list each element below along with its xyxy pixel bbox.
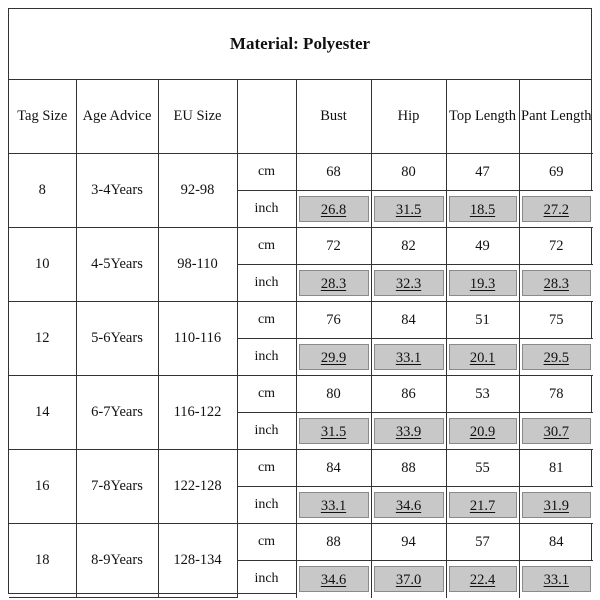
- age-advice-cell: 6-7Years: [76, 376, 158, 450]
- bust-inch-cell: [296, 265, 371, 302]
- pant-length-inch-cell: [519, 191, 593, 228]
- top-length-inch-value: 22.4: [449, 566, 517, 592]
- table-row-cm: [9, 450, 593, 487]
- top-length-inch-cell: [446, 487, 519, 524]
- top-length-inch-cell: [446, 191, 519, 228]
- header-row: [9, 80, 593, 154]
- pant-length-cm-value: 75: [519, 302, 593, 339]
- pant-length-inch-cell: [519, 487, 593, 524]
- bust-cm-value: 88: [296, 524, 371, 561]
- tag-size-cell: 14: [9, 376, 76, 450]
- hip-cm-value: 88: [371, 450, 446, 487]
- bust-inch-value: 31.5: [299, 418, 369, 444]
- top-length-inch-cell: [446, 561, 519, 598]
- table-row-cm: [9, 376, 593, 413]
- eu-size-cell: 128-134: [158, 524, 237, 598]
- hip-inch-value: 37.0: [374, 566, 444, 592]
- unit-inch-label: inch: [237, 265, 296, 302]
- eu-size-cell: 116-122: [158, 376, 237, 450]
- bust-cm-value: 76: [296, 302, 371, 339]
- top-length-cm-value: 51: [446, 302, 519, 339]
- top-length-cm-value: 55: [446, 450, 519, 487]
- chart-title: Material: Polyester: [9, 9, 591, 80]
- pant-length-cm-value: 72: [519, 228, 593, 265]
- unit-inch-label: inch: [237, 191, 296, 228]
- hip-cm-value: 84: [371, 302, 446, 339]
- top-length-inch-cell: [446, 413, 519, 450]
- pant-length-inch-cell: [519, 561, 593, 598]
- hip-inch-value: 33.9: [374, 418, 444, 444]
- top-length-inch-cell: [446, 265, 519, 302]
- unit-inch-label: inch: [237, 413, 296, 450]
- pant-length-inch-value: 31.9: [522, 492, 592, 518]
- pant-length-cm-value: 81: [519, 450, 593, 487]
- top-length-inch-value: 18.5: [449, 196, 517, 222]
- header-pant-length: Pant Length: [519, 80, 593, 154]
- pant-length-cm-value: 84: [519, 524, 593, 561]
- header-tag-size: Tag Size: [9, 80, 76, 154]
- hip-cm-value: 86: [371, 376, 446, 413]
- eu-size-cell: 122-128: [158, 450, 237, 524]
- header-top-length: Top Length: [446, 80, 519, 154]
- bust-cm-value: 84: [296, 450, 371, 487]
- bust-cm-value: 80: [296, 376, 371, 413]
- hip-inch-cell: [371, 487, 446, 524]
- hip-cm-value: 94: [371, 524, 446, 561]
- tag-size-cell: 18: [9, 524, 76, 598]
- table-row-cm: [9, 154, 593, 191]
- age-advice-cell: 8-9Years: [76, 524, 158, 598]
- header-hip: Hip: [371, 80, 446, 154]
- table-row-cm: [9, 524, 593, 561]
- bust-inch-value: 33.1: [299, 492, 369, 518]
- eu-size-cell: 98-110: [158, 228, 237, 302]
- hip-inch-cell: [371, 339, 446, 376]
- age-advice-cell: 7-8Years: [76, 450, 158, 524]
- bust-inch-cell: [296, 487, 371, 524]
- pant-length-inch-value: 27.2: [522, 196, 592, 222]
- pant-length-inch-value: 29.5: [522, 344, 592, 370]
- header-age-advice: Age Advice: [76, 80, 158, 154]
- hip-inch-cell: [371, 191, 446, 228]
- header-eu-size: EU Size: [158, 80, 237, 154]
- eu-size-cell: 92-98: [158, 154, 237, 228]
- hip-inch-cell: [371, 561, 446, 598]
- pant-length-cm-value: 69: [519, 154, 593, 191]
- bust-inch-value: 29.9: [299, 344, 369, 370]
- bust-inch-cell: [296, 413, 371, 450]
- hip-inch-cell: [371, 265, 446, 302]
- pant-length-inch-value: 33.1: [522, 566, 592, 592]
- pant-length-cm-value: 78: [519, 376, 593, 413]
- header-unit: [237, 80, 296, 154]
- hip-inch-value: 32.3: [374, 270, 444, 296]
- pant-length-inch-cell: [519, 413, 593, 450]
- hip-inch-value: 33.1: [374, 344, 444, 370]
- hip-inch-value: 31.5: [374, 196, 444, 222]
- hip-inch-cell: [371, 413, 446, 450]
- size-table: [9, 80, 593, 598]
- table-row-cm: [9, 228, 593, 265]
- hip-cm-value: 82: [371, 228, 446, 265]
- bust-inch-value: 26.8: [299, 196, 369, 222]
- tag-size-cell: 8: [9, 154, 76, 228]
- table-body: [9, 154, 593, 598]
- eu-size-cell: 110-116: [158, 302, 237, 376]
- top-length-inch-value: 21.7: [449, 492, 517, 518]
- top-length-inch-value: 20.9: [449, 418, 517, 444]
- top-length-inch-value: 19.3: [449, 270, 517, 296]
- hip-cm-value: 80: [371, 154, 446, 191]
- pant-length-inch-value: 30.7: [522, 418, 592, 444]
- bust-cm-value: 68: [296, 154, 371, 191]
- pant-length-inch-cell: [519, 265, 593, 302]
- top-length-cm-value: 47: [446, 154, 519, 191]
- header-bust: Bust: [296, 80, 371, 154]
- unit-cm-label: cm: [237, 154, 296, 191]
- size-chart: [8, 8, 592, 594]
- pant-length-inch-value: 28.3: [522, 270, 592, 296]
- top-length-inch-cell: [446, 339, 519, 376]
- unit-cm-label: cm: [237, 302, 296, 339]
- bust-cm-value: 72: [296, 228, 371, 265]
- age-advice-cell: 5-6Years: [76, 302, 158, 376]
- unit-inch-label: inch: [237, 487, 296, 524]
- bust-inch-value: 28.3: [299, 270, 369, 296]
- table-row-cm: [9, 302, 593, 339]
- unit-cm-label: cm: [237, 450, 296, 487]
- pant-length-inch-cell: [519, 339, 593, 376]
- bust-inch-cell: [296, 561, 371, 598]
- hip-inch-value: 34.6: [374, 492, 444, 518]
- unit-cm-label: cm: [237, 228, 296, 265]
- bust-inch-value: 34.6: [299, 566, 369, 592]
- unit-inch-label: inch: [237, 339, 296, 376]
- tag-size-cell: 16: [9, 450, 76, 524]
- top-length-cm-value: 53: [446, 376, 519, 413]
- age-advice-cell: 4-5Years: [76, 228, 158, 302]
- top-length-cm-value: 57: [446, 524, 519, 561]
- tag-size-cell: 12: [9, 302, 76, 376]
- age-advice-cell: 3-4Years: [76, 154, 158, 228]
- unit-cm-label: cm: [237, 524, 296, 561]
- top-length-inch-value: 20.1: [449, 344, 517, 370]
- unit-cm-label: cm: [237, 376, 296, 413]
- tag-size-cell: 10: [9, 228, 76, 302]
- bust-inch-cell: [296, 191, 371, 228]
- bust-inch-cell: [296, 339, 371, 376]
- top-length-cm-value: 49: [446, 228, 519, 265]
- unit-inch-label: inch: [237, 561, 296, 598]
